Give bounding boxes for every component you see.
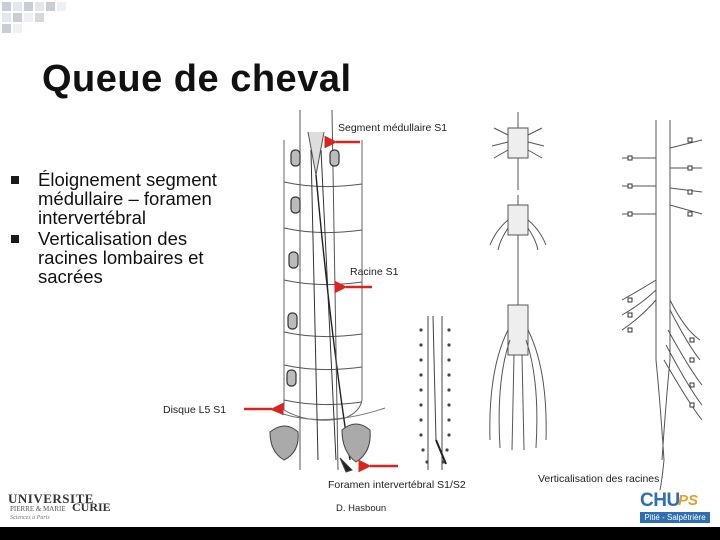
chu-logo-main: CHU (640, 490, 680, 511)
segment-drawing-1 (492, 112, 544, 190)
label-author: D. Hasboun (336, 503, 387, 514)
university-logo (6, 488, 116, 524)
bottom-bar (0, 527, 720, 540)
univ-logo-text-1: UNIVERSITE (8, 491, 94, 506)
label-racine-s1: Racine S1 (350, 266, 399, 278)
chu-logo-sub: Pitié - Salpêtrière (640, 512, 710, 523)
slide-title: Queue de cheval (42, 58, 352, 100)
small-cord-drawing (428, 316, 446, 470)
chu-logo-ps: PS (678, 492, 699, 509)
spine-column-drawing (272, 110, 385, 470)
bullet-text: Verticalisation des racines lombaires et sacrées (38, 228, 204, 287)
label-disque-l5-s1: Disque L5 S1 (163, 404, 227, 416)
sacrum-pieces (270, 424, 370, 472)
pointer-arrows (244, 142, 398, 466)
label-verticalisation: Verticalisation des racines (538, 473, 660, 485)
segment-drawing-2 (490, 195, 546, 290)
chu-logo (636, 490, 714, 524)
segment-drawing-3 (490, 290, 546, 450)
label-segment-medullaire: Segment médullaire S1 (338, 122, 448, 134)
bullet-text: Éloignement segment médullaire – foramen intervertébral (38, 169, 217, 228)
label-foramen: Foramen intervertébral S1/S2 (328, 479, 466, 491)
univ-logo-text-2: PIERRE & MARIE (10, 505, 66, 513)
right-cord-root-markers (628, 138, 694, 407)
univ-logo-text-3: CURIE (72, 500, 111, 514)
univ-logo-text-4: Sciences à Paris (10, 515, 50, 521)
right-cord-drawing (622, 120, 702, 490)
